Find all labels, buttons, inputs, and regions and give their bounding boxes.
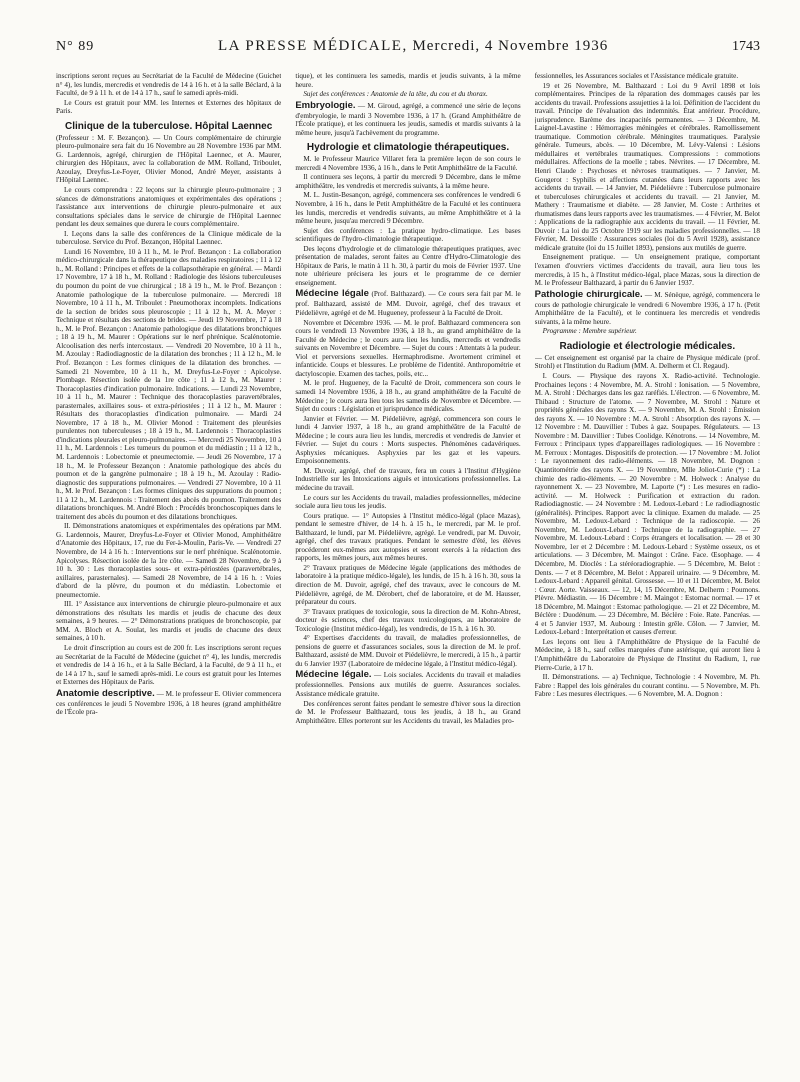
paragraph: Des conférences seront faites pendant le semestre d'hiver sous la direction de M. le Professeur Balthazard, tous les jeudis, à 18 h., au Grand Amphithéâtre. Elles porteront sur les Accidents du travail, les Maladies pro- [295, 699, 521, 725]
text-columns [56, 72, 760, 1076]
paragraph: — Cet enseignement est organisé par la chaire de Physique médicale (prof. Strohl) et l'Institution du Radium (MM. A. Delherm et Cl. Regaud). [534, 353, 760, 371]
paragraph-text: — M. Giroud, agrégé, a commencé une série de leçons d'embryologie, le mardi 3 Novembre 1936, à 17 h. (Grand Amphithéâtre de l'École pratique), et les continuera les jeudis, samedis et mardis suivants à la même heure, jusqu'à l'achèvement du programme. [295, 101, 521, 137]
paragraph: Programme : Membre supérieur. [542, 327, 637, 336]
paragraph: III. 1° Assistance aux interventions de chirurgie pleuro-pulmonaire et aux démonstrations des résultats les mardis et jeudis de chacune des deux semaines, à 9 heures. — 2° Démonstrations pratiques de bronchoscopie, par MM. A. Bloch et A. Soulat, les mardis et jeudis de chacune des deux semaines, à 10 h. [56, 600, 282, 643]
issue-date: Mercredi, 4 Novembre 1936 [412, 38, 609, 54]
paragraph: M. le Professeur Maurice Villaret fera la première leçon de son cours le mercredi 4 Novembre 1936, à 16 h., dans le Petit Amphithéâtre de la Faculté. [295, 155, 521, 172]
paragraph: M. Duvoir, agrégé, chef de travaux, fera un cours à l'Institut d'Hygiène Industrielle sur les Intoxications aiguës et intoxications professionnelles. La médecine du travail. [295, 466, 521, 492]
paragraph: 3° Travaux pratiques de toxicologie, sous la direction de M. Kohn-Abrest, docteur ès sciences, chef des travaux toxicologiques, au laboratoire de Toxicologie (Institut médico-légal), les vendredis, de 15 h. à 16 h. 30. [295, 607, 521, 633]
section-heading: Anatomie descriptive. [56, 687, 155, 699]
paragraph: Janvier et Février. — M. Piédelièvre, agrégé, commencera son cours le lundi 4 Janvier 1937, à 18 h., au grand amphithéâtre de la Faculté de Médecine ; le cours aura lieu les lundis, mercredis et vendredis de Janvier et Février. — Sujet du cours : Morts suspectes. Phénomènes cadavériques. Asphyxies mécaniques. Asphyxies par les gaz et les vapeurs. Empoisonnements. [295, 414, 521, 466]
paragraph: Le cours sur les Accidents du travail, maladies professionnelles, médecine sociale aura lieu tous les jeudis. [295, 493, 521, 511]
paragraph: Il continuera ses leçons, à partir du mercredi 9 Décembre, dans le même amphithéâtre, les vendredis et mercredis suivants, à la même heure. [295, 173, 521, 190]
section-paragraph [295, 288, 520, 317]
page-number: 1743 [731, 39, 760, 54]
paragraph: M. L. Justin-Besançon, agrégé, commencera ses conférences le vendredi 6 Novembre, à 16 h., dans le Petit Amphithéâtre de la Faculté et les continuera les lundis, mercredis et vendredis suivants, au même Amphithéâtre et à la même heure, jusqu'au mercredi 9 Décembre. [295, 191, 521, 226]
paragraph: M. le prof. Hugueney, de la Faculté de Droit, commencera son cours le samedi 14 Novembre 1936, à 18 h., au grand amphithéâtre de la Faculté de Médecine ; le cours aura lieu tous les samedis de Novembre et Décembre. — Sujet du cours : Législation et jurisprudence médicales. [295, 379, 521, 414]
paragraph-text: — M. Sénèque, agrégé, commencera le cours de pathologie chirurgicale le vendredi 6 Novembre 1936, à 17 h. (Petit Amphithéâtre de la Faculté), et le continuera les mercredis et vendredis suivants, à la même heure. [534, 290, 760, 326]
paragraph: 19 et 26 Novembre, M. Balthazard : Loi du 9 Avril 1898 et lois complémentaires. Principes de la réparation des dommages causés par les accidents du travail. Professions assujetties à la loi. Définition de l'accident du travail. Principe de l'évaluation des indemnités. État antérieur. Procédure, jurisprudence. Barème des incapacités permanentes. — 3 Décembre, M. Laignel-Lavastine : Hémorragies méningées et cérébrales. Ramollissement traumatique. Commotion cérébrale. Méningites traumatiques. Paralysie générale. Tumeurs, abcès. — 10 Décembre, M. Lévy-Valensi : Lésions médullaires et vertébrales traumatiques. Compressions : commotions médullaires. Affections de la moelle ; tabes. Névrites. — 17 Décembre, M. Henri Claude : Psychoses et névroses traumatiques. — 7 Janvier, M. Gougerot : Syphilis et affections cutanées dans leurs rapports avec les accidents du travail. — 14 Janvier, M. Piédelièvre : Tuberculose pulmonaire et tuberculoses chirurgicales et accidents du travail. — 21 Janvier, M. Mathery : Traumatisme et diabète. — 28 Janvier, M. Coste : Arthrites et rhumatismes dans leurs rapports avec les traumatismes. — 4 Février, M. Belot : Applications de la radiographie aux accidents du travail. — 11 Février, M. Duvoir : La loi du 25 Octobre 1919 sur les maladies professionnelles. — 18 Février, M. Dessoille : Assurances sociales (loi du 5 Avril 1928), assistance médicale gratuite (loi du 15 Juillet 1893), pensions aux mutilés de guerre. [534, 81, 760, 252]
paragraph: inscriptions seront reçues au Secrétariat de la Faculté de Médecine (Guichet n° 4), les lundis, mercredis et vendredis de 14 à 16 h. et à la salle Béclard, à la Faculté, de 9 à 11 h. et de 14 à 17 h., sauf le samedi après-midi. [56, 72, 282, 98]
paragraph-text: — Lois sociales. Accidents du travail et maladies professionnelles. Pensions aux mutilés de guerre. Assurances sociales. Assistance médicale gratuite. [295, 671, 521, 698]
section-paragraph [535, 289, 760, 327]
section-heading: Embryologie. [295, 99, 356, 111]
paragraph: Cours pratique. — 1° Autopsies à l'Institut médico-légal (place Mazas), pendant le semestre d'hiver, de 14 h. à 15 h., le mercredi, par M. le prof. Balthazard, le lundi, par M. Piédelièvre, agrégé. Le vendredi, par M. Duvoir, agrégé, chef des travaux pratiques. Pendant le semestre d'été, les élèves procéderont eux-mêmes aux autopsies et seront exercés à la rédaction des rapports, les mêmes jours, aux mêmes heures. [295, 511, 521, 563]
column-3 [535, 72, 760, 1076]
paragraph: 2° Travaux pratiques de Médecine légale (applications des méthodes de laboratoire à la pratique médico-légale), les lundis, de 15 h. à 16 h. 30, sous la direction de M. Duvoir, agrégé, chef des travaux, avec le concours de M. Piédelièvre, agrégé, de M. Dérobert, chef de laboratoire, et de M. Hausser, préparateur du cours. [295, 563, 521, 607]
page-header [56, 38, 760, 64]
paragraph: Lundi 16 Novembre, 10 à 11 h., M. le Prof. Bezançon : La collaboration médico-chirurgicale dans la thérapeutique des maladies respiratoires ; 11 à 12 h., M. Rolland : Principes et effets de la collapsothérapie en général. — Mardi 17 Novembre, 17 à 18 h., M. Rolland : Radiologie des lésions tuberculeuses du poumon du point de vue chirurgical ; 18 à 19 h., M. le Prof. Bezançon : Anatomie pathologique de la tuberculose pulmonaire. — Mercredi 18 Novembre, 10 à 11 h., M. Triboulet : Pneumothorax incomplets. Indications de la section de brides sous pleuroscopie ; 11 à 12 h., M. A. Meyer : Technique et résultats des sections de brides. — Jeudi 19 Novembre, 17 à 18 h., M. le Prof. Bezançon : Anatomie pathologique des dilatations bronchiques ; 18 à 19 h., M. Maurer : Opérations sur le nerf phrénique. Scalénotomie. Alcoolisation des nerfs intercostaux. — Vendredi 20 Novembre, 10 à 11 h., M. Azoulay : Radiodiagnostic de la dilatation des bronches ; 11 à 12 h., M. le Prof. Bezançon : Les formes cliniques de la dilatation des bronches. — Samedi 21 Novembre, 10 à 11 h., M. Dreyfus-Le-Foyer : Apicolyse. Plombage. Résection isolée de la 1re côte ; 11 à 12 h., M. Maurer : Thoracoplasties d'indication pulmonaire. Indications. — Lundi 23 Novembre, 10 à 11 h., M. Maurer : Technique des thoracoplasties paravertébrales, parasternales, axillaires sous- et extra-périostées ; 11 à 12 h., M. Maurer : Résultats des thoracoplasties d'indication pulmonaire. — Mardi 24 Novembre, 17 à 18 h., M. Olivier Monod : Traitement des pleurésies purulentes non tuberculeuses ; 18 à 19 h., M. Lardennois : Thoracoplasties d'indications pleurales et pleuro-pulmonaires. — Mercredi 25 Novembre, 10 à 11 h., M. Lardennois : Les tumeurs du poumon et du médiastin ; 11 à 12 h., M. Lardennois : Lobectomie et pneumectomie. — Jeudi 26 Novembre, 17 à 18 h., M. le Professeur Bezançon : Anatomie pathologique des abcès du poumon et de la gangrène pulmonaire ; 18 à 19 h., M. Azoulay : Radio-diagnostic des suppurations pulmonaires. — Vendredi 27 Novembre, 10 à 11 h., M. le Prof. Bezançon : Les formes cliniques des suppurations du poumon ; 11 à 12 h., M. Lardennois : Traitement des abcès du poumon. Traitement des dilatations bronchiques. M. André Bloch : Procédés bronchoscopiques dans le traitement des abcès du poumon et des dilatations bronchiques. [56, 247, 282, 521]
paragraph: (Professeur : M. F. Bezançon). — Un Cours complémentaire de chirurgie pleuro-pulmonaire sera fait du 16 Novembre au 28 Novembre 1936 par MM. G. Lardennois, agrégé, chirurgien de l'Hôpital Laennec, et A. Maurer, chirurgien des Hôpitaux, avec la collaboration de MM. Rolland, Triboulet, Azoulay, Dreyfus-Le-Foyer, Olivier Monod, André Meyer, assistants à l'Hôpital Laennec. [56, 133, 282, 185]
paragraph: II. Démonstrations. — a) Technique, Technologie : 4 Novembre, M. Ph. Fabre : Rappel des lois générales du courant continu. — 5 Novembre, M. Ph. Fabre : Les mesures électriques. — 6 Novembre, M. A. Dognon : [534, 673, 760, 699]
paragraph-text: — M. le professeur E. Olivier commencera ces conférences le jeudi 5 Novembre 1936, à 18 heures (grand amphithéâtre de l'École pra- [56, 689, 282, 717]
issue-number: N° 89 [56, 39, 95, 54]
paragraph: Le Cours est gratuit pour MM. les Internes et Externes des hôpitaux de Paris. [56, 98, 282, 116]
section-heading: Clinique de la tuberculose. Hôpital Laennec [65, 120, 273, 132]
paragraph: 4° Expertises d'accidents du travail, de maladies professionnelles, de pensions de guerre et d'assurances sociales, sous la direction de M. le prof. Balthazard, assisté de MM. Duvoir et Piédelièvre, le mercredi, à 15 h., à partir du 6 Janvier 1937 (Laboratoire de médecine légale, à l'Institut médico-légal). [295, 634, 521, 668]
paragraph: Sujet des conférences : La pratique hydro-climatique. Les bases scientifiques de l'hydro-climatologie thérapeutique. [295, 226, 521, 244]
paragraph: Enseignement pratique. — Un enseignement pratique, comportant l'examen d'ouvriers victimes d'accidents du travail, aura lieu tous les mercredis, à 15 h., à l'Institut médico-légal, place Mazas, sous la direction de M. le Professeur Balthazard, à partir du 6 Janvier 1937. [534, 253, 760, 288]
section-heading: Médecine légale. [295, 669, 372, 681]
paragraph: Novembre et Décembre 1936. — M. le prof. Balthazard commencera son cours le vendredi 13 Novembre 1936, à 18 h., au grand amphithéâtre de la Faculté de Médecine ; le cours aura lieu les lundis, mercredis et vendredis suivants en Novembre et Décembre. — Sujet du cours : Attentats à la pudeur. Viol et perversions sexuelles. Hermaphrodisme. Avortement criminel et infanticide. Coups et blessures. Le problème de l'identité. Anthropométrie et dactyloscopie. Examen des taches, poils, etc... [295, 318, 521, 378]
paragraph: Des leçons d'hydrologie et de climatologie thérapeutiques pratiques, avec présentation de malades, seront faites au Centre d'Hydro-Climatologie des Hôpitaux de Paris, le matin à 11 h. 30, à partir du mois de Février 1937. Une note ultérieure précisera les jours et le programme de ce dernier enseignement. [295, 244, 521, 287]
paragraph: Sujet des conférences : Anatomie de la tête, du cou et du thorax. [303, 90, 488, 99]
paragraph: tique), et les continuera les samedis, mardis et jeudis suivants, à la même heure. [295, 72, 521, 89]
paragraph: Le cours comprendra : 22 leçons sur la chirurgie pleuro-pulmonaire ; 3 séances de démonstrations anatomiques et expérimentales des opérations ; l'assistance aux interventions de chirurgie pleuro-pulmonaire et aux consultations spéciales dans le service de chirurgie de l'Hôpital Laennec pendant les deux semaines que durera le cours complémentaire. [56, 186, 282, 229]
paragraph: Le droit d'inscription au cours est de 200 fr. Les inscriptions seront reçues au Secrétariat de la Faculté de Médecine (guichet n° 4), les lundis, mercredis et vendredis de 14 à 16 h., et à la Salle Béclard, à la Faculté, de 9 à 11 h., et de 14 à 17 h., sauf le samedi après-midi. Le cours est gratuit pour les Internes et Externes des Hôpitaux de Paris. [56, 644, 282, 687]
paragraph: Les leçons ont lieu à l'Amphithéâtre de Physique de la Faculté de Médecine, à 18 h., sauf celles marquées d'une astérisque, qui auront lieu à l'Amphithéâtre du Laboratoire de Physique de l'Institut du Radium, 1, rue Pierre-Curie, à 17 h. [534, 637, 760, 672]
journal-title-line [218, 38, 608, 55]
section-heading: Radiologie et électrologie médicales. [559, 340, 736, 352]
section-heading: Médecine légale [295, 288, 369, 300]
journal-name: LA PRESSE MÉDICALE, [217, 38, 408, 54]
paragraph: I. Leçons dans la salle des conférences de la Clinique médicale de la tuberculose. Service du Prof. Bezançon, Hôpital Laennec. [56, 229, 282, 247]
section-paragraph [295, 100, 520, 138]
paragraph: I. Cours. — Physique des rayons X. Radio-activité. Technologie. Prochaines leçons : 4 Novembre, M. A. Strohl : Ionisation. — 5 Novembre, M. A. Strohl : Décharges dans les gaz raréfiés. L'électron. — 6 Novembre, M. Thibaud : Structure de l'atome. — 7 Novembre, M. Strohl : Nature et propriétés générales des rayons X. — 9 Novembre, M. A. Strohl : Émission des rayons X. — 10 Novembre : M. A. Strohl : Absorption des rayons X. — 12 Novembre : M. Dauvillier : Tubes à gaz. Soupapes. Régulateurs. — 13 Novembre : M. Dauvillier : Tubes Coolidge. Kénotrons. — 14 Novembre, M. Ferroux : Principaux types d'appareillages radiologiques. — 16 Novembre : M. Ferroux : Montages. Dispositifs de protection. — 17 Novembre : M. Joliot : Le rayonnement des radio-éléments. — 18 Novembre, M. Dognon : Quantitométrie des rayons X. — 19 Novembre, Mlle Joliot-Curie (*) : La chimie des radio-éléments. — 20 Novembre : M. Holweck : Analyse du rayonnement X. — 23 Novembre, M. Laporte (*) : Les mesures en radio-activité. — M. Holweck : Purification et extraction du radon. Radiodiagnostic. — 24 Novembre : M. Ledoux-Lebard : Le radiodiagnostic (généralités). Principes. Rapport avec la clinique. Examen du malade. — 25 Novembre, M. Ledoux-Lebard : Technique de la radioscopie. — 26 Novembre, M. Ledoux-Lebard : Technique de la radiographie. — 27 Novembre, M. Ledoux-Lebard : Corps étrangers et localisation. — 28 et 30 Novembre, 1er et 2 Décembre : M. Ledoux-Lebard : Système osseux, os et articulations. — 3 Décembre, M. Maingot : Crâne. Face. Œsophage. — 4 Décembre, M. Dioclès : La stéréoradiographie. — 5 Décembre, M. Belot : Dents. — 7 et 8 Décembre, M. Belot : Appareil urinaire. — 9 Décembre, M. Ledoux-Lebard : Appareil génital. Grossesse. — 10 et 11 Décembre, M. Belot : Cœur. Aorte. Vaisseaux. — 12, 14, 15 Décembre, M. Delherm : Poumons. Plèvre. Médiastin. — 16 Décembre : M. Maingot : Estomac normal. — 17 et 18 Décembre, M. Maingot : Estomac pathologique. — 21 et 22 Décembre, M. Béclère : Duodénum. — 23 Décembre, M. Béclère : Foie. Rate. Pancréas. — 4 et 5 Janvier 1937, M. Aubourg : Intestin grêle. Côlon. — 7 Janvier, M. Ledoux-Lebard : Interprétation et causes d'erreur. [534, 371, 760, 637]
column-1 [56, 72, 281, 1076]
paragraph: II. Démonstrations anatomiques et expérimentales des opérations par MM. G. Lardennois, Maurer, Dreyfus-Le-Foyer et Olivier Monod, Amphithéâtre d'Anatomie des Hôpitaux, 17, rue du Fer-à-Moulin, Paris-Ve. — Vendredi 27 Novembre, de 14 à 16 h. : Interventions sur le nerf phrénique. Scalénotomie. Apicolyses. Résection isolée de la 1re côte. — Samedi 28 Novembre, de 9 à 10 h. 30 : Les thoracoplasties sous- et extra-périostées (paravertébrales, axillaires, parasternales). — Samedi 28 Novembre, de 14 à 16 h. : Voies d'abord de la plèvre, du poumon et du médiastin. Lobectomie et pneumectomie. [56, 522, 282, 599]
section-paragraph [56, 688, 281, 717]
paragraph-text: — Ce cours sera fait par M. le prof. Balthazard, assisté de MM. Duvoir, agrégé, chef des travaux et Piédelièvre, agrégé et de M. Hugueney, professeur à la Faculté de Droit. [295, 290, 521, 318]
paragraph: fessionnelles, les Assurances sociales et l'Assistance médicale gratuite. [534, 72, 739, 80]
section-heading: Pathologie chirurgicale. [534, 288, 643, 300]
section-subtitle: (Prof. Balthazard). [371, 290, 426, 299]
section-heading: Hydrologie et climatologie thérapeutiques. [306, 142, 510, 154]
section-paragraph [295, 669, 520, 698]
column-2 [295, 72, 520, 1076]
